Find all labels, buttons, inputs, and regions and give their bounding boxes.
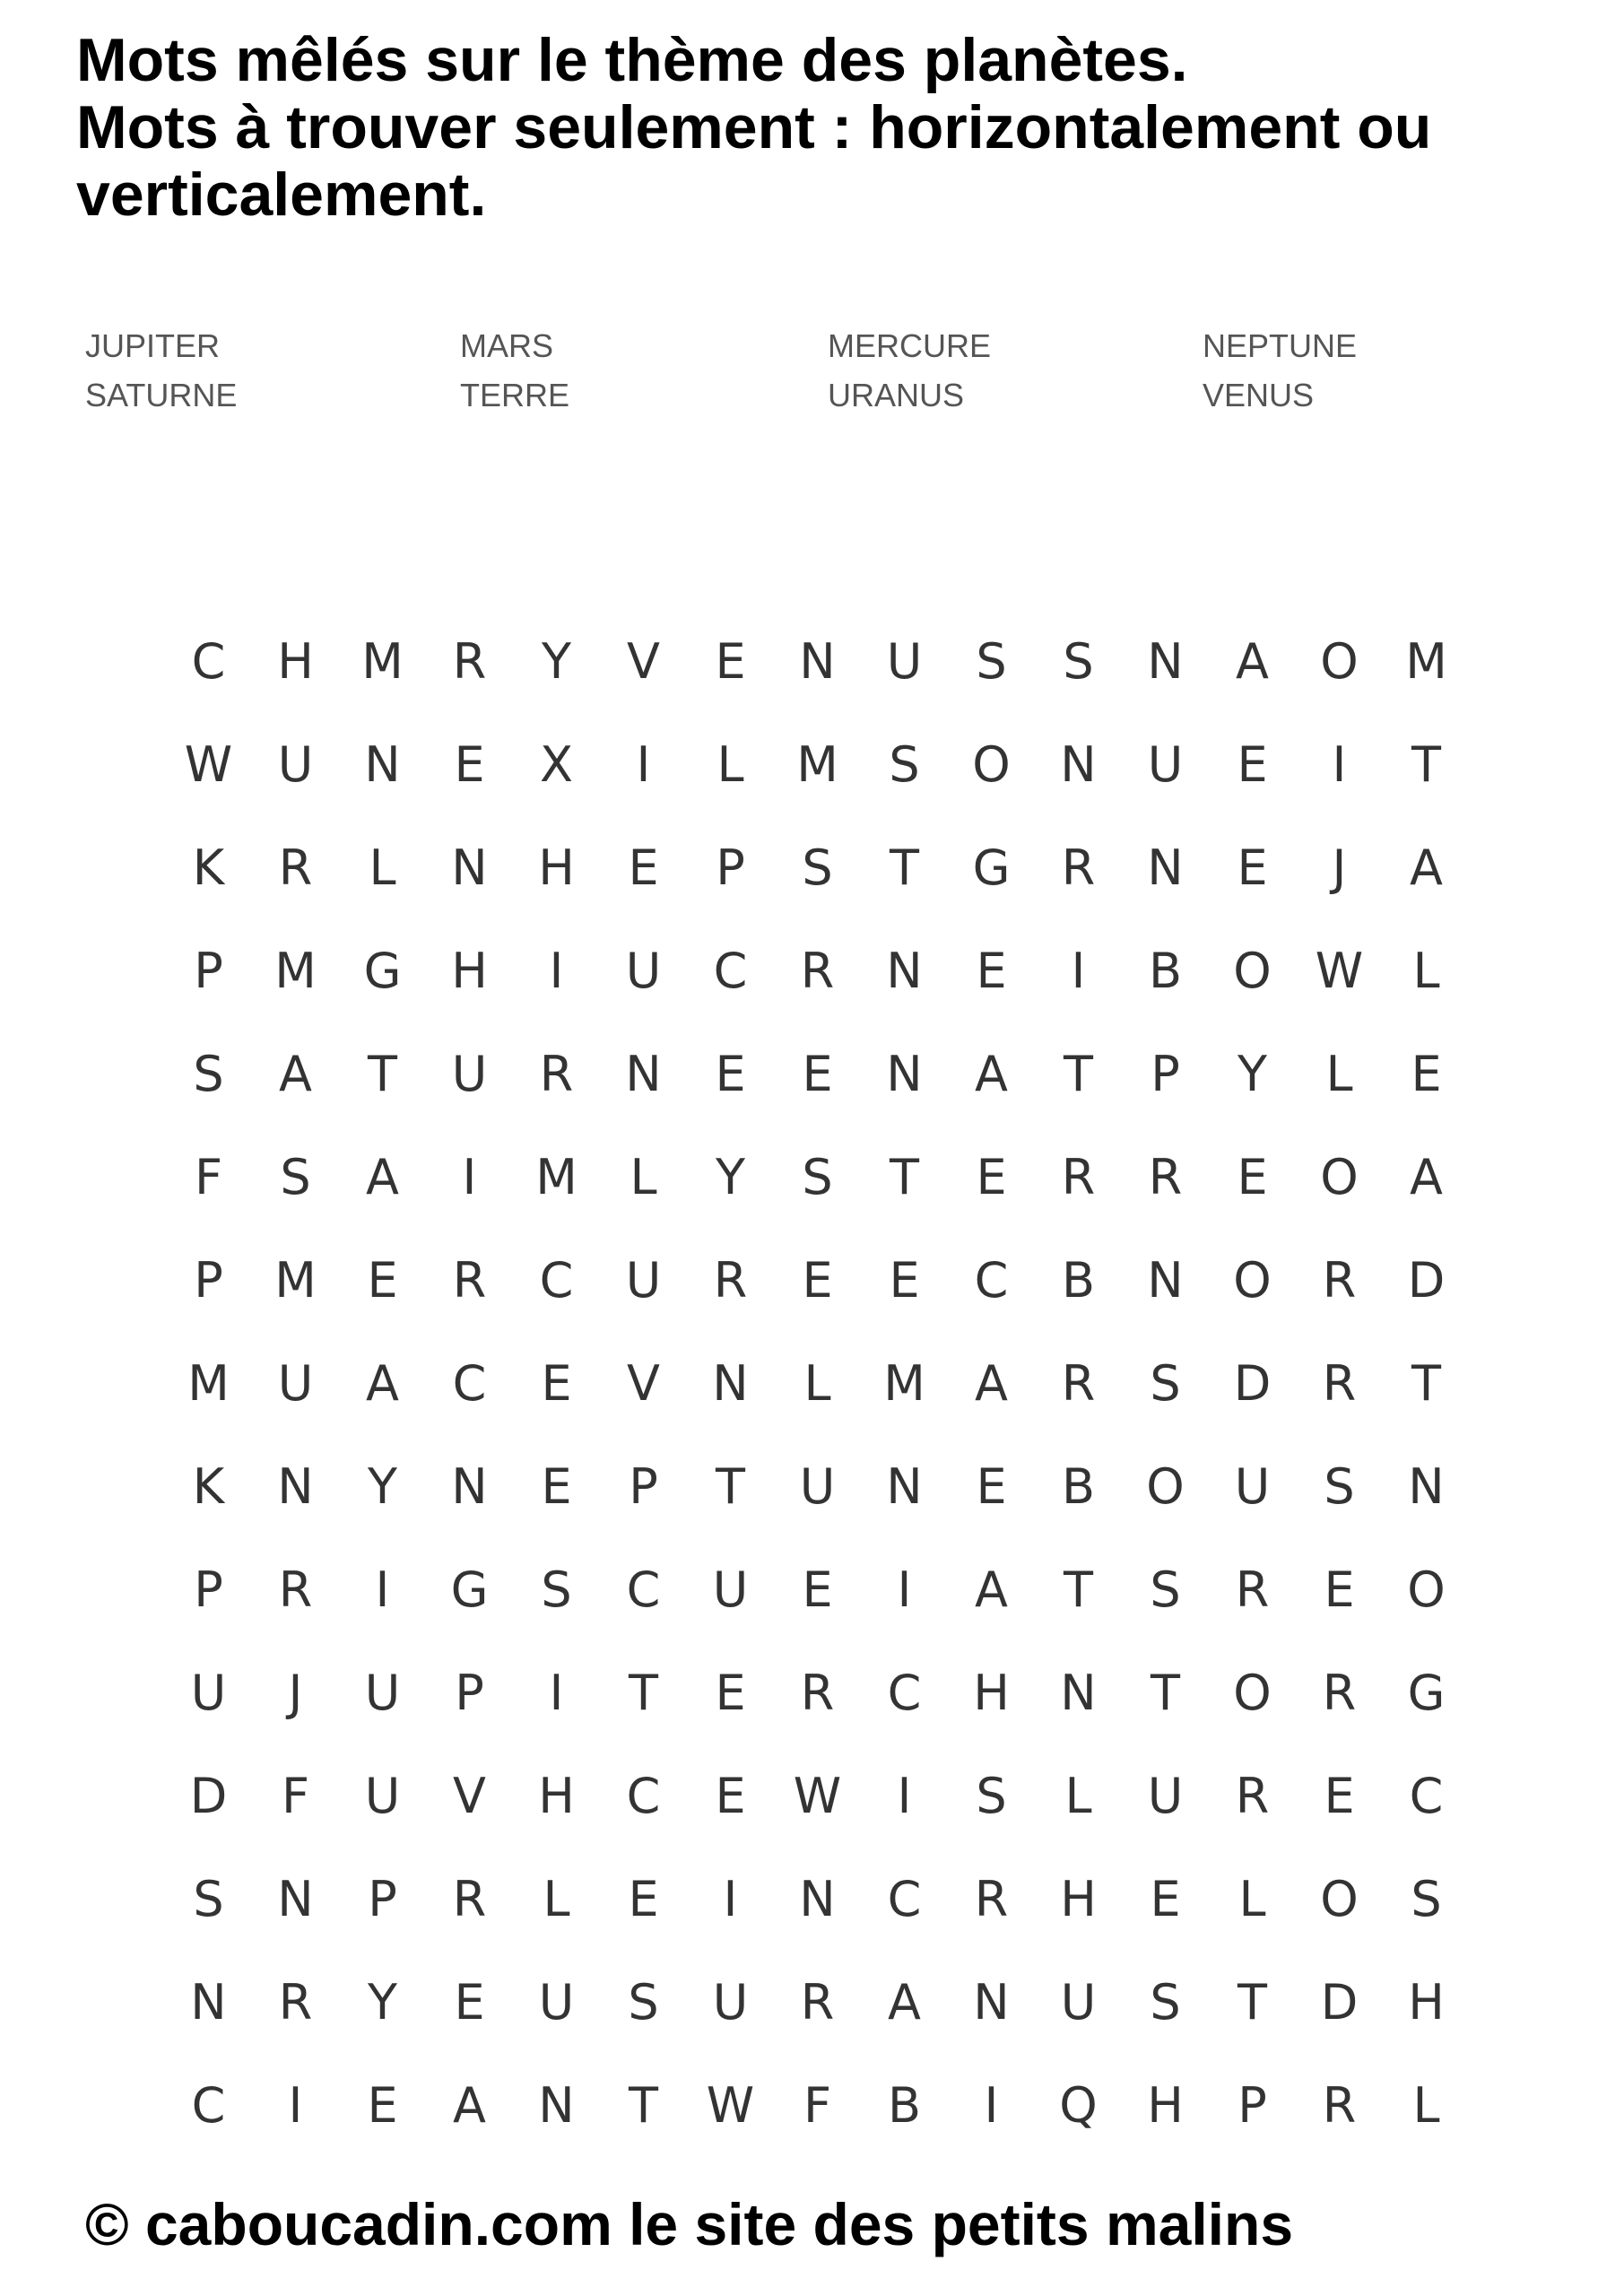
grid-letter: I — [462, 1148, 477, 1205]
grid-letter: R — [1061, 1354, 1096, 1412]
grid-letter: R — [1061, 839, 1096, 896]
grid-letter: N — [799, 632, 836, 690]
grid-letter: L — [369, 839, 396, 896]
title-line-1: Mots mêlés sur le thème des planètes. — [76, 26, 1188, 94]
grid-letter: D — [1320, 1973, 1359, 2031]
grid-letter: U — [712, 1973, 749, 2031]
grid-letter: E — [715, 1767, 746, 1824]
grid-letter: T — [716, 1457, 745, 1515]
grid-letter: I — [636, 735, 651, 793]
grid-letter: T — [1064, 1561, 1093, 1618]
grid-letter: E — [454, 735, 485, 793]
grid-letter: P — [455, 1664, 484, 1721]
grid-letter: T — [1238, 1973, 1267, 2031]
grid-letter: E — [367, 2076, 398, 2134]
grid-letter: R — [278, 839, 313, 896]
grid-letter: I — [549, 1664, 564, 1721]
grid-letter: N — [1147, 1251, 1184, 1309]
grid-letter: H — [277, 632, 314, 690]
grid-letter: M — [1405, 632, 1447, 690]
grid-letter: A — [366, 1354, 399, 1412]
grid-letter: U — [799, 1457, 836, 1515]
grid-letter: Y — [716, 1148, 745, 1205]
grid-letter: I — [288, 2076, 303, 2134]
grid-letter: P — [1151, 1045, 1180, 1102]
grid-letter: N — [1147, 632, 1184, 690]
grid-letter: L — [1238, 1870, 1266, 1927]
grid-letter: T — [890, 839, 919, 896]
word-search-grid — [165, 610, 1470, 2157]
grid-letter: I — [984, 2076, 999, 2134]
grid-letter: S — [1150, 1561, 1181, 1618]
grid-letter: N — [886, 942, 923, 999]
grid-letter: O — [1233, 1664, 1272, 1721]
footer-copyright: © caboucadin.com le site des petits malins — [85, 2191, 1294, 2257]
grid-letter: T — [1411, 1354, 1441, 1412]
grid-letter: S — [802, 839, 833, 896]
grid-letter: O — [1233, 1251, 1272, 1309]
grid-letter: E — [802, 1045, 833, 1102]
grid-letter: R — [1322, 2076, 1357, 2134]
grid-letter: E — [976, 1457, 1007, 1515]
grid-letter: L — [1412, 2076, 1440, 2134]
grid-letter: R — [278, 1561, 313, 1618]
grid-letter: B — [1148, 942, 1183, 999]
word-list-item: JUPITER — [85, 327, 221, 364]
grid-letter: I — [1071, 942, 1086, 999]
grid-letter: G — [972, 839, 1011, 896]
grid-letter: O — [1320, 1148, 1359, 1205]
grid-letter: Y — [542, 632, 571, 690]
grid-letter: A — [1410, 839, 1443, 896]
grid-letter: O — [1320, 632, 1359, 690]
grid-letter: E — [889, 1251, 920, 1309]
grid-letter: J — [1332, 839, 1347, 896]
grid-letter: M — [187, 1354, 230, 1412]
grid-letter: O — [1146, 1457, 1185, 1515]
grid-letter: E — [1324, 1767, 1355, 1824]
grid-letter: S — [1150, 1354, 1181, 1412]
grid-letter: A — [366, 1148, 399, 1205]
grid-letter: T — [1151, 1664, 1180, 1721]
grid-letter: R — [452, 1251, 487, 1309]
grid-letter: H — [538, 839, 575, 896]
grid-letter: A — [975, 1045, 1008, 1102]
grid-letter: U — [625, 1251, 662, 1309]
grid-letter: C — [191, 632, 226, 690]
grid-letter: U — [277, 1354, 314, 1412]
grid-letter: P — [368, 1870, 397, 1927]
page-title — [76, 27, 1601, 229]
grid-letter: W — [1315, 942, 1364, 999]
grid-letter: E — [628, 839, 659, 896]
grid-letter: E — [715, 1664, 746, 1721]
grid-letter: P — [194, 942, 223, 999]
grid-letter: U — [451, 1045, 488, 1102]
grid-letter: E — [802, 1561, 833, 1618]
grid-letter: S — [628, 1973, 659, 2031]
grid-letter: R — [278, 1973, 313, 2031]
grid-letter: C — [887, 1664, 922, 1721]
grid-letter: I — [723, 1870, 738, 1927]
grid-letter: D — [1233, 1354, 1272, 1412]
grid-letter: M — [883, 1354, 925, 1412]
grid-letter: T — [890, 1148, 919, 1205]
grid-letter: H — [973, 1664, 1010, 1721]
grid-letter: E — [715, 1045, 746, 1102]
grid-letter: C — [974, 1251, 1009, 1309]
grid-letter: P — [1238, 2076, 1267, 2134]
grid-letter: B — [1061, 1457, 1096, 1515]
grid-letter: N — [886, 1457, 923, 1515]
grid-letter: E — [628, 1870, 659, 1927]
grid-letter: R — [1322, 1664, 1357, 1721]
grid-letter: T — [629, 1664, 658, 1721]
grid-letter: N — [277, 1457, 314, 1515]
grid-letter: R — [1235, 1561, 1270, 1618]
grid-letter: R — [800, 942, 835, 999]
grid-letter: M — [274, 942, 317, 999]
title-line-2: Mots à trouver seulement : horizontalement ou — [76, 93, 1432, 161]
grid-letter: N — [973, 1973, 1010, 2031]
grid-letter: P — [716, 839, 745, 896]
grid-letter: O — [1320, 1870, 1359, 1927]
grid-letter: S — [976, 1767, 1007, 1824]
grid-letter: T — [629, 2076, 658, 2134]
title-line-3: verticalement. — [76, 161, 487, 229]
grid-letter: N — [712, 1354, 749, 1412]
grid-letter: O — [972, 735, 1011, 793]
grid-letter: N — [451, 839, 488, 896]
grid-letter: I — [1332, 735, 1347, 793]
grid-letter: E — [454, 1973, 485, 2031]
grid-letter: D — [189, 1767, 228, 1824]
grid-letter: N — [538, 2076, 575, 2134]
grid-letter: R — [800, 1664, 835, 1721]
grid-letter: H — [1408, 1973, 1445, 2031]
grid-letter: A — [888, 1973, 921, 2031]
word-list-item: MARS — [460, 327, 554, 364]
word-list — [85, 321, 1430, 429]
grid-letter: M — [361, 632, 404, 690]
grid-letter: C — [1409, 1767, 1444, 1824]
grid-letter: E — [1237, 735, 1268, 793]
grid-letter: V — [627, 1354, 660, 1412]
grid-letter: E — [1324, 1561, 1355, 1618]
grid-letter: N — [451, 1457, 488, 1515]
grid-letter: C — [191, 2076, 226, 2134]
grid-letter: U — [277, 735, 314, 793]
grid-letter: S — [541, 1561, 572, 1618]
grid-letter: C — [626, 1767, 661, 1824]
word-list-item: MERCURE — [828, 327, 992, 364]
grid-letter: A — [1236, 632, 1269, 690]
grid-letter: L — [803, 1354, 831, 1412]
grid-letter: I — [897, 1561, 912, 1618]
grid-letter: T — [1064, 1045, 1093, 1102]
grid-letter: U — [625, 942, 662, 999]
grid-letter: R — [1322, 1354, 1357, 1412]
grid-letter: L — [1325, 1045, 1353, 1102]
grid-letter: U — [364, 1767, 401, 1824]
grid-letter: F — [194, 1148, 223, 1205]
grid-letter: E — [976, 942, 1007, 999]
grid-letter: H — [1060, 1870, 1097, 1927]
grid-letter: U — [1147, 1767, 1184, 1824]
grid-letter: G — [1407, 1664, 1446, 1721]
grid-letter: P — [194, 1561, 223, 1618]
grid-letter: I — [897, 1767, 912, 1824]
grid-letter: I — [375, 1561, 390, 1618]
grid-letter: L — [1064, 1767, 1092, 1824]
grid-letter: J — [288, 1664, 303, 1721]
grid-letter: L — [630, 1148, 657, 1205]
grid-letter: R — [713, 1251, 748, 1309]
grid-letter: H — [451, 942, 488, 999]
grid-letter: L — [716, 735, 744, 793]
grid-letter: B — [887, 2076, 922, 2134]
word-list-item: NEPTUNE — [1203, 327, 1358, 364]
grid-letter: P — [194, 1251, 223, 1309]
grid-letter: V — [627, 632, 660, 690]
grid-letter: N — [1060, 1664, 1097, 1721]
grid-letter: B — [1061, 1251, 1096, 1309]
grid-letter: M — [535, 1148, 578, 1205]
grid-letter: W — [793, 1767, 842, 1824]
grid-letter: S — [802, 1148, 833, 1205]
grid-letter: N — [190, 1973, 227, 2031]
grid-letter: V — [453, 1767, 486, 1824]
grid-letter: N — [277, 1870, 314, 1927]
grid-letter: C — [887, 1870, 922, 1927]
grid-letter: T — [368, 1045, 397, 1102]
grid-letter: E — [541, 1354, 572, 1412]
grid-letter: R — [1322, 1251, 1357, 1309]
grid-letter: Q — [1059, 2076, 1098, 2134]
word-list-item: VENUS — [1203, 377, 1315, 413]
grid-letter: E — [1150, 1870, 1181, 1927]
word-list-item: TERRE — [460, 377, 570, 413]
grid-letter: U — [364, 1664, 401, 1721]
word-list-item: URANUS — [828, 377, 965, 413]
grid-letter: U — [538, 1973, 575, 2031]
grid-letter: L — [1412, 942, 1440, 999]
grid-letter: M — [796, 735, 838, 793]
grid-letter: S — [1324, 1457, 1355, 1515]
grid-letter: L — [543, 1870, 570, 1927]
grid-letter: R — [452, 1870, 487, 1927]
grid-letter: H — [1147, 2076, 1184, 2134]
grid-letter: A — [453, 2076, 486, 2134]
grid-letter: U — [190, 1664, 227, 1721]
grid-letter: N — [1060, 735, 1097, 793]
grid-letter: N — [1408, 1457, 1445, 1515]
grid-letter: C — [452, 1354, 487, 1412]
word-list-item: SATURNE — [85, 377, 238, 413]
grid-letter: W — [184, 735, 233, 793]
grid-letter: H — [538, 1767, 575, 1824]
grid-letter: A — [279, 1045, 312, 1102]
grid-letter: O — [1233, 942, 1272, 999]
grid-letter: R — [1061, 1148, 1096, 1205]
grid-letter: O — [1407, 1561, 1446, 1618]
grid-letter: R — [1235, 1767, 1270, 1824]
grid-letter: E — [367, 1251, 398, 1309]
grid-letter: I — [549, 942, 564, 999]
grid-letter: E — [802, 1251, 833, 1309]
grid-letter: U — [1147, 735, 1184, 793]
grid-letter: F — [281, 1767, 310, 1824]
grid-letter: S — [976, 632, 1007, 690]
grid-letter: U — [1060, 1973, 1097, 2031]
grid-letter: Y — [368, 1457, 397, 1515]
grid-letter: K — [192, 839, 225, 896]
grid-letter: P — [629, 1457, 658, 1515]
grid-letter: S — [193, 1870, 224, 1927]
grid-letter: E — [1237, 839, 1268, 896]
grid-letter: N — [625, 1045, 662, 1102]
grid-letter: A — [1410, 1148, 1443, 1205]
grid-letter: S — [1411, 1870, 1442, 1927]
grid-letter: S — [1063, 632, 1094, 690]
grid-letter: N — [886, 1045, 923, 1102]
grid-letter: A — [975, 1354, 1008, 1412]
grid-letter: N — [364, 735, 401, 793]
grid-letter: R — [1148, 1148, 1183, 1205]
grid-letter: Y — [368, 1973, 397, 2031]
grid-letter: R — [539, 1045, 574, 1102]
grid-letter: E — [1237, 1148, 1268, 1205]
grid-letter: D — [1407, 1251, 1446, 1309]
grid-letter: S — [193, 1045, 224, 1102]
grid-letter: S — [280, 1148, 311, 1205]
grid-letter: U — [886, 632, 923, 690]
grid-letter: U — [1234, 1457, 1271, 1515]
grid-letter: T — [1411, 735, 1441, 793]
grid-letter: S — [1150, 1973, 1181, 2031]
grid-letter: M — [274, 1251, 317, 1309]
grid-letter: E — [1411, 1045, 1442, 1102]
grid-letter: R — [800, 1973, 835, 2031]
grid-letter: G — [363, 942, 402, 999]
grid-letter: F — [803, 2076, 832, 2134]
grid-letter: G — [450, 1561, 489, 1618]
grid-letter: N — [799, 1870, 836, 1927]
grid-letter: E — [976, 1148, 1007, 1205]
grid-letter: A — [975, 1561, 1008, 1618]
grid-letter: X — [540, 735, 573, 793]
grid-letter: U — [712, 1561, 749, 1618]
grid-letter: N — [1147, 839, 1184, 896]
grid-letter: S — [889, 735, 920, 793]
grid-letter: R — [452, 632, 487, 690]
grid-letter: C — [539, 1251, 574, 1309]
grid-letter: R — [974, 1870, 1009, 1927]
grid-letter: C — [713, 942, 748, 999]
grid-letter: E — [541, 1457, 572, 1515]
grid-letter: E — [715, 632, 746, 690]
grid-letter: W — [706, 2076, 755, 2134]
grid-letter: K — [192, 1457, 225, 1515]
grid-letter: Y — [1238, 1045, 1267, 1102]
grid-letter: C — [626, 1561, 661, 1618]
